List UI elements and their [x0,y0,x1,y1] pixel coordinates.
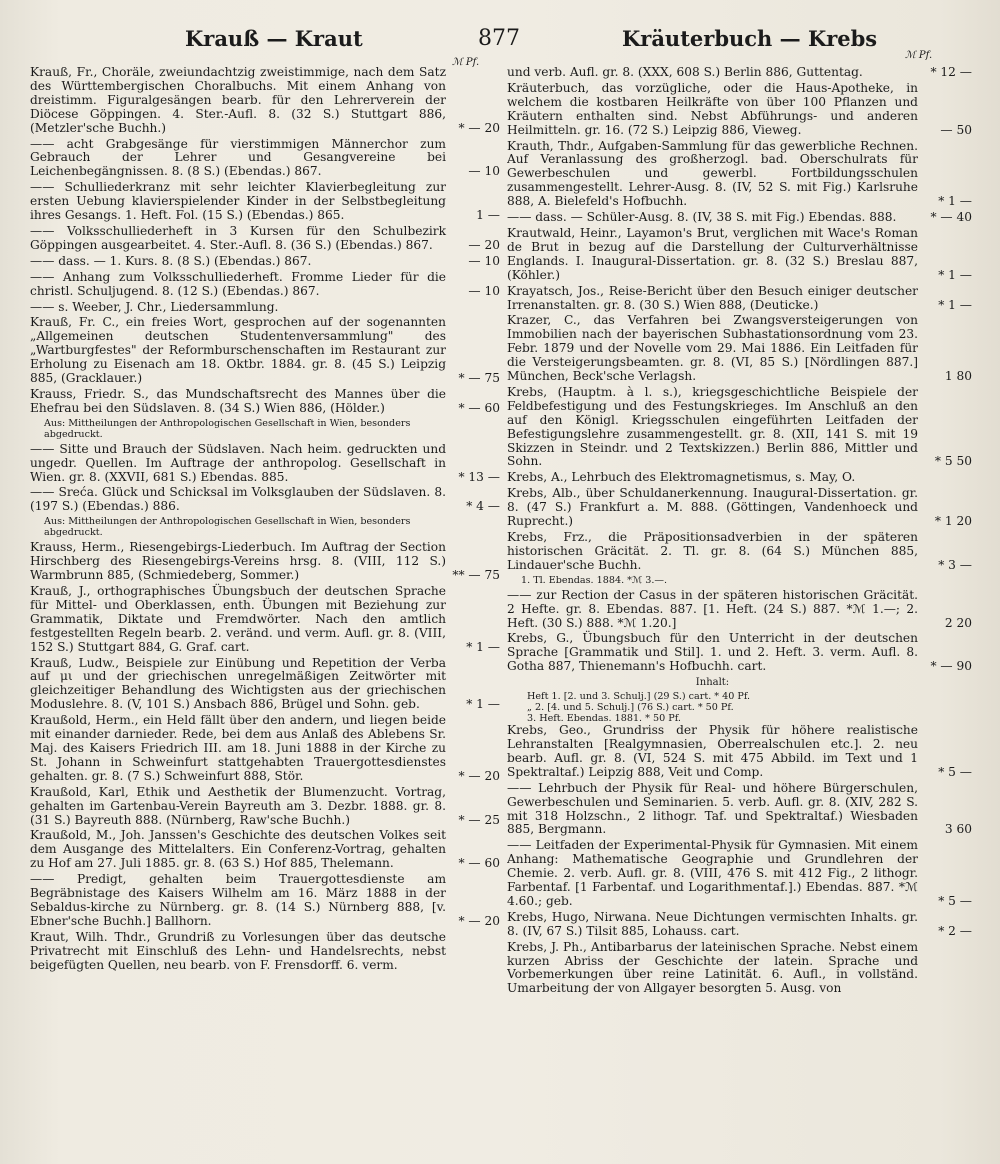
bibliography-entry [507,285,972,313]
bibliography-entry [507,386,972,469]
entry-text: —— Predigt, gehalten beim Trauergottesdienste am Begräbnistage des Kaisers Wilhelm am 16. März 1888 in der Sebaldus-kirche zu Nürnberg. gr. 8. (14 S.) Nürnberg 888, [v. Ebner'sche Buchh.] Ballhorn. [30,872,446,928]
bibliography-entry [507,839,972,909]
entry-text: —— Sreća. Glück und Schicksal im Volksglauben der Südslaven. 8. (197 S.) (Ebendas.) 886. [30,485,446,514]
entry-text: Krebs, J. Ph., Antibarbarus der lateinischen Sprache. Nebst einem kurzen Abriss der Geschichte der latein. Sprache und Vorbemerkungen über reine Latinität. 6. Aufl., in vollständ. Umarbeitung der von Allgayer besorgten 5. Ausg. von [507,939,918,996]
entry-text: Kraußold, Herm., ein Held fällt über den andern, und liegen beide mit einander darnieder. Rede, bei dem aus Anlaß des Ablebens Sr. Maj. des Kaisers Friedrich III. am 18. Juni 1888 in der Kirche zu St. Johann in Schweinfurt stattgehabten Trauergottesdienstes gehalten. gr. 8. (7 S.) Schweinfurt 888, Stör. [30,713,446,783]
entry-text: —— Anhang zum Volksschulliederheft. Fromme Lieder für die christl. Schuljugend. 8. (12 S.) (Ebendas.) 867. [30,269,446,298]
entry-text: —— dass. — Schüler-Ausg. 8. (IV, 38 S. mit Fig.) Ebendas. 888. [507,210,897,225]
entry-text: Kraut, Wilh. Thdr., Grundriß zu Vorlesungen über das deutsche Privatrecht mit Einschluß des Lehn- und Handelsrechts, nebst beigefügten Quellen, neu bearb. von F. Frensdorff. 6. verm. [30,929,446,972]
bibliography-entry [30,931,500,973]
entry-price: — 20 [468,237,500,252]
entry-text: —— Leitfaden der Experimental-Physik für Gymnasien. Mit einem Anhang: Mathematische Geographie und Grundlehren der Chemie. 2. verb. Aufl. gr. 8. (VIII, 476 S. mit 412 Fig., 2 lithogr. Farbentaf. [1 Farbentaf. und Logarithmentaf.].) Ebendas. 887. *ℳ 4.60.; geb. [507,838,918,908]
note-text: Aus: Mittheilungen der Anthropologischen Gesellschaft in Wien, besonders abgedruckt. [44,516,411,539]
bibliography-entry [507,632,972,674]
note-text: Aus: Mittheilungen der Anthropologischen Gesellschaft in Wien, besonders abgedruckt. [44,417,411,440]
bibliography-entry [30,66,500,136]
page-header [0,26,1000,56]
bibliography-entry [507,140,972,210]
bibliography-entry [30,316,500,386]
entry-text: Krautwald, Heinr., Layamon's Brut, verglichen mit Wace's Roman de Brut in bezug auf die Darstellung der Culturverhältnisse Englands. I. Inaugural-Dissertation. gr. 8. (32 S.) Breslau 887, (Köhler.) [507,225,918,282]
entry-price: * — 60 [458,856,500,871]
entry-text: Kraußold, Karl, Ethik und Aesthetik der Blumenzucht. Vortrag, gehalten im Gartenbau-Verein Bayreuth am 3. Dezbr. 1888. gr. 8. (31 S.) Bayreuth 888. (Nürnberg, Raw'sche Buchh.) [30,784,446,827]
bibliography-entry [507,314,972,384]
bibliography-entry [30,255,500,269]
bibliography-entry [30,138,500,180]
contents-line: „ 2. [4. und 5. Schulj.] (76 S.) cart. * 50 Pf. [527,702,734,714]
entry-price: — 10 [468,253,500,268]
entry-note [507,575,972,586]
bibliography-entry [507,227,972,283]
entry-price: 1 80 [944,369,972,384]
entry-price: * 4 — [466,499,500,514]
entry-price: * 5 50 [934,454,972,469]
entry-price: * 12 — [930,66,972,79]
entry-text: —— Sitte und Brauch der Südslaven. Nach heim. gedruckten und ungedr. Quellen. Im Auftrage der anthropolog. Gesellschaft in Wien. gr. 8. (XXVII, 681 S.) Ebendas. 885. [30,441,446,484]
page-number: 877 [478,26,520,51]
bibliography-entry [30,585,500,655]
entry-text: Krebs, Geo., Grundriss der Physik für höhere realistische Lehranstalten [Realgymnasien, Oberrealschulen etc.]. 2. neu bearb. Aufl. gr. 8. (VI, 524 S. mit 475 Abbild. im Text und 1 Spektraltaf.) Leipzig 888, Veit und Comp. [507,723,918,779]
entry-price: 3 60 [944,822,972,837]
entry-price: * 5 — [938,893,972,908]
bibliography-entry [30,388,500,416]
contents-line: 3. Heft. Ebendas. 1881. * 50 Pf. [527,713,681,725]
entry-price: * — 75 [458,371,500,386]
entry-price: * — 90 [930,659,972,674]
entry-text: —— zur Rection der Casus in der späteren historischen Gräcität. 2 Hefte. gr. 8. Ebendas. 887. [1. Heft. (24 S.) 887. *ℳ 1.—; 2. Heft. (30 S.) 888. *ℳ 1.20.] [507,587,918,630]
entry-text: und verb. Aufl. gr. 8. (XXX, 608 S.) Berlin 886, Guttentag. [507,66,863,79]
entry-text: —— Schulliederkranz mit sehr leichter Klavierbegleitung zur ersten Uebung klavierspielender Kinder in der Selbstbegleitung ihres Gesangs. 1. Heft. Fol. (15 S.) (Ebendas.) 865. [30,180,446,223]
bibliography-entry [30,271,500,299]
note-text: 1. Tl. Ebendas. 1884. *ℳ 3.—. [521,574,668,586]
bibliography-entry [507,531,972,573]
bibliography-entry [30,829,500,871]
bibliography-entry [507,471,972,485]
entry-price: — 10 [468,164,500,179]
entry-price: 2 20 [944,615,972,630]
entry-text: Krebs, G., Übungsbuch für den Unterricht in der deutschen Sprache [Grammatik und Stil]. 1. und 2. Heft. 3. verm. Aufl. 8. Gotha 887, Thienemann's Hofbuchh. cart. [507,631,918,674]
bibliography-entry [30,786,500,828]
bibliography-entry [30,657,500,713]
bibliography-entry [30,486,500,514]
bibliography-entry [507,782,972,838]
bibliography-entry [507,589,972,631]
entry-price: * — 20 [458,768,500,783]
entry-text: Krebs, Alb., über Schuldanerkennung. Inaugural-Dissertation. gr. 8. (47 S.) Frankfurt a. M. 888. (Göttingen, Vandenhoeck und Ruprecht.) [507,486,918,529]
currency-mark-right: ℳ Pf. [905,50,933,61]
entry-text: Krauss, Friedr. S., das Mundschaftsrecht des Mannes über die Ehefrau bei den Südslaven. 8. (34 S.) Wien 886, (Hölder.) [30,386,446,415]
entry-price: * — 25 [458,812,500,827]
entry-price: * — 60 [458,400,500,415]
entry-text: Krauß, Fr., Choräle, zweiundachtzig zweistimmige, nach dem Satz des Württembergischen Choralbuchs. Mit einem Anhang von dreistimm. Figuralgesängen bearb. für den Lehrerverein der Diöcese Göppingen. 4. Ster.-Aufl. 8. (32 S.) Stuttgart 886, (Metzler'sche Buchh.) [30,66,446,135]
bibliography-entry [30,873,500,929]
entry-text: —— dass. — 1. Kurs. 8. (8 S.) (Ebendas.) 867. [30,253,312,268]
entry-text: Kraußold, M., Joh. Janssen's Geschichte des deutschen Volkes seit dem Ausgange des Mittelalters. Ein Conferenz-Vortrag, gehalten zu Hof am 27. Juli 1885. gr. 8. (63 S.) Hof 885, Thelemann. [30,828,446,871]
entry-price: * 1 — [938,194,972,209]
entry-text: Krauss, Herm., Riesengebirgs-Liederbuch. Im Auftrag der Section Hirschberg des Riesengebirgs-Vereins hrsg. 8. (VIII, 112 S.) Warmbrunn 885, (Schmiedeberg, Sommer.) [30,540,446,583]
left-column [30,66,500,1161]
entry-note [30,516,500,538]
entry-price: * 1 20 [934,514,972,529]
entry-price: — 50 [940,122,972,137]
currency-mark-left: ℳ Pf. [452,57,480,68]
entry-text: Krayatsch, Jos., Reise-Bericht über den Besuch einiger deutscher Irrenanstalten. gr. 8. (30 S.) Wien 888, (Deuticke.) [507,283,918,312]
bibliography-entry [507,82,972,138]
entry-price: * 1 — [466,639,500,654]
bibliography-entry [30,443,500,485]
entry-price: * — 40 [930,210,972,225]
entry-note [30,418,500,440]
bibliography-entry [507,211,972,225]
bibliography-entry [30,301,500,315]
entry-text: Krauß, Fr. C., ein freies Wort, gesprochen auf der sogenannten „Allgemeinen deutschen Studentenversammlung" des „Wartburgfestes" der Reformburschenschaften im Restaurant zur Erholung zu Eisenach am 18. Oktbr. 1884. gr. 8. (45 S.) Leipzig 885, (Gracklauer.) [30,315,446,386]
bibliography-entry [30,541,500,583]
entry-text: Krazer, C., das Verfahren bei Zwangsversteigerungen von Immobilien nach der bayerischen Subhastationsordnung vom 23. Febr. 1879 und der Novelle vom 29. Mai 1886. Ein Leitfaden für die Versteigerungsbeamten. gr. 8. (VI, 85 S.) [Nördlingen 887.] München, Beck'sche Verlagsh. [507,313,918,384]
entry-text: —— acht Grabgesänge für vierstimmigen Männerchor zum Gebrauch der Lehrer und Gesangvereine bei Leichenbegängnissen. 8. (8 S.) (Ebendas.) 867. [30,136,446,179]
entry-text: —— Lehrbuch der Physik für Real- und höhere Bürgerschulen, Gewerbeschulen und Seminarien. 5. verb. Aufl. gr. 8. (XIV, 282 S. mit 318 Holzschn., 2 lithogr. Taf. und Spektraltaf.) Wiesbaden 885, Bergmann. [507,780,918,837]
entry-text: Krauß, Ludw., Beispiele zur Einübung und Repetition der Verba auf μι und der griechischen unregelmäßigen Zeitwörter mit gleichzeitiger Behandlung des Wichtigsten aus der griechischen Moduslehre. 8. (V, 101 S.) Ansbach 886, Brügel und Sohn. geb. [30,655,446,712]
header-right-title: Kräuterbuch — Krebs [622,26,878,51]
entry-text: Krauß, J., orthographisches Übungsbuch der deutschen Sprache für Mittel- und Oberklassen, enth. Übungen mit Beziehung zur Grammatik, Diktate und Fremdwörter. Nach den amtlich festgestellten Regeln bearb. 2. veränd. und verm. Aufl. gr. 8. (VIII, 152 S.) Stuttgart 884, G. Graf. cart. [30,584,446,654]
header-left-title: Krauß — Kraut [185,26,363,51]
entry-text: Krebs, (Hauptm. à l. s.), kriegsgeschichtliche Beispiele der Feldbefestigung und des Festungskrieges. Im Anschluß an den auf den Königl. Kriegsschulen eingeführten Leitfaden der Befestigungslehre zusammengestellt. gr. 8. (XII, 141 S. mit 19 Skizzen in Steindr. und 2 Textskizzen.) Berlin 886, Mittler und Sohn. [507,384,918,469]
entry-price: 1 — [476,208,500,223]
entry-price: — 10 [468,283,500,298]
entry-price: * 2 — [938,923,972,938]
entry-price: * 3 — [938,557,972,572]
entry-price: * — 20 [458,913,500,928]
entry-text: Krebs, Hugo, Nirwana. Neue Dichtungen vermischten Inhalts. gr. 8. (IV, 67 S.) Tilsit 885, Lohauss. cart. [507,909,918,938]
entry-text: Krauth, Thdr., Aufgaben-Sammlung für das gewerbliche Rechnen. Auf Veranlassung des großherzogl. bad. Oberschulrats für Gewerbeschulen und gewerbl. Fortbildungsschulen zusammengestellt. Lehrer-Ausg. 8. (IV, 52 S. mit Fig.) Karlsruhe 888, A. Bielefeld's Hofbuchh. [507,138,918,209]
entry-price: * 1 — [466,697,500,712]
contents-heading: Inhalt: [695,677,730,689]
bibliography-entry [30,714,500,784]
entry-price: * — 20 [458,120,500,135]
entry-price: * 1 — [938,297,972,312]
bibliography-entry [507,941,972,997]
entry-text: Krebs, Frz., die Präpositionsadverbien in der späteren historischen Gräcität. 2. Tl. gr. 8. (64 S.) München 885, Lindauer'sche Buchh. [507,530,918,572]
entry-price: * 1 — [938,267,972,282]
entry-text: —— s. Weeber, J. Chr., Liedersammlung. [30,299,279,314]
bibliography-entry [507,911,972,939]
bibliography-entry [507,724,972,780]
entry-price: ** — 75 [452,568,500,583]
entry-text: Kräuterbuch, das vorzügliche, oder die Haus-Apotheke, in welchem die kostbaren Heilkräfte von über 100 Pflanzen und Kräutern enthalten sind. Nebst Abführungs- und anderen Heilmitteln. gr. 16. (72 S.) Leipzig 886, Vieweg. [507,80,918,137]
bibliography-entry [507,487,972,529]
bibliography-entry [30,181,500,223]
entry-price: * 5 — [938,764,972,779]
bibliography-entry [507,66,972,80]
entry-text: Krebs, A., Lehrbuch des Elektromagnetismus, s. May, O. [507,470,856,485]
right-column [507,66,972,1161]
entry-text: —— Volksschulliederheft in 3 Kursen für den Schulbezirk Göppingen ausgearbeitet. 4. Ster.-Aufl. 8. (36 S.) (Ebendas.) 867. [30,223,446,252]
entry-price: * 13 — [458,469,500,484]
contents-line: Heft 1. [2. und 3. Schulj.] (29 S.) cart. * 40 Pf. [527,691,751,703]
bibliography-entry [30,225,500,253]
